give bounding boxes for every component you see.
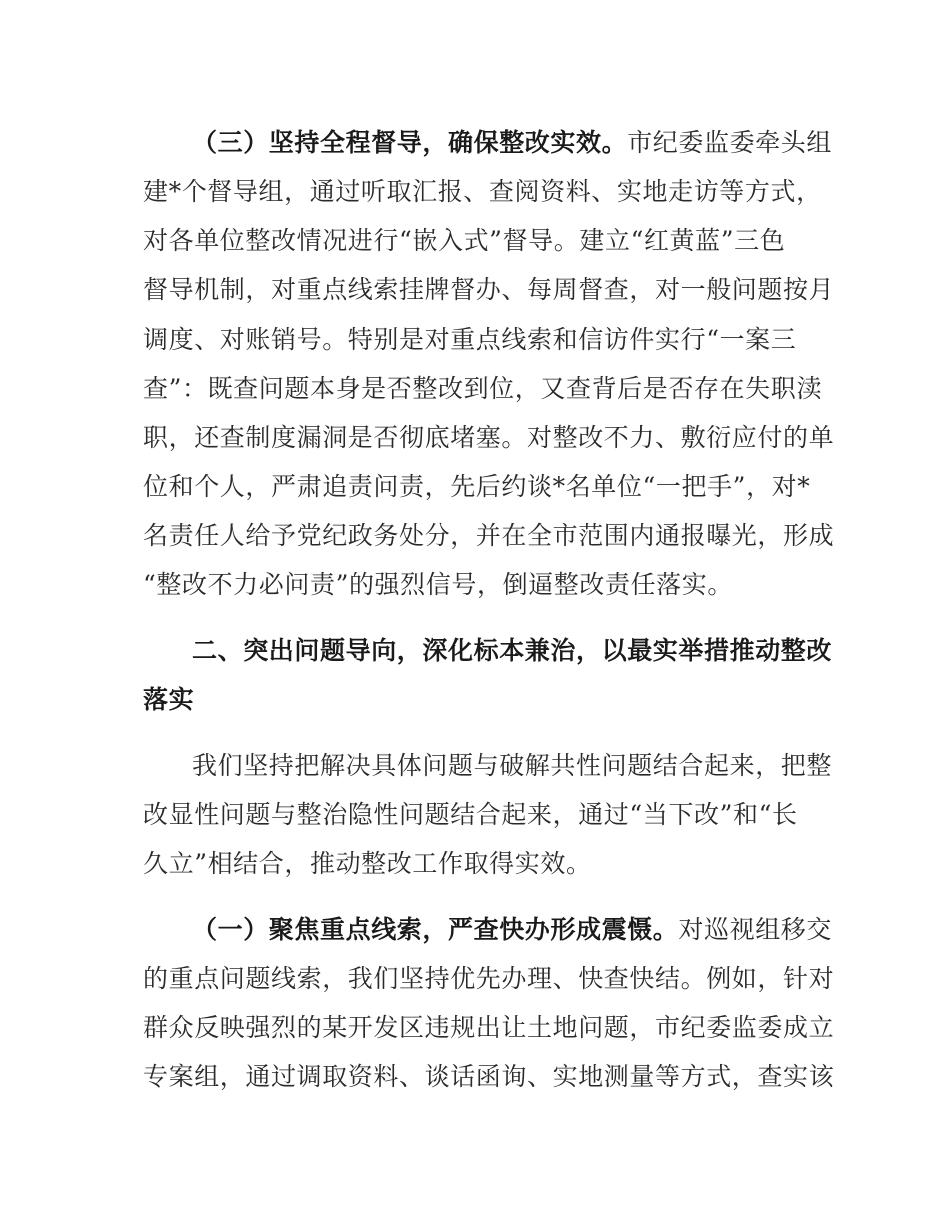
body-line: 建*个督导组，通过听取汇报、查阅资料、实地走访等方式， xyxy=(143,177,822,206)
body-line: 位和个人，严肃追责问责，先后约谈*名单位“一把手”，对* xyxy=(143,472,811,501)
section-3-first-line xyxy=(192,126,832,160)
body-line: 职，还查制度漏洞是否彻底堵塞。对整改不力、敷衍应付的单 xyxy=(143,423,835,452)
body-line: 调度、对账销号。特别是对重点线索和信访件实行“一案三 xyxy=(143,325,797,354)
body-line: 群众反映强烈的某开发区违规出让土地问题，市纪委监委成立 xyxy=(143,1013,835,1042)
intro-line: 久立”相结合，推动整改工作取得实效。 xyxy=(143,849,592,878)
section-1-line-1-rest: 对巡视组移交 xyxy=(678,915,833,944)
section-3-heading: （三）坚持全程督导，确保整改实效。 xyxy=(192,128,628,157)
body-line: 的重点问题线索，我们坚持优先办理、快查快结。例如，针对 xyxy=(143,964,835,993)
section-3-line-1-rest: 市纪委监委牵头组 xyxy=(627,128,833,157)
body-line: 专案组，通过调取资料、谈话函询、实地测量等方式，查实该 xyxy=(143,1062,835,1091)
body-line: 名责任人给予党纪政务处分，并在全市范围内通报曝光，形成 xyxy=(143,521,835,550)
body-line: 查”：既查问题本身是否整改到位，又查背后是否存在失职渎 xyxy=(143,374,822,403)
body-line: “整改不力必问责”的强烈信号，倒逼整改责任落实。 xyxy=(143,570,733,599)
part-2-title-line-1: 二、突出问题导向，深化标本兼治，以最实举措推动整改 xyxy=(192,636,833,665)
intro-line: 我们坚持把解决具体问题与破解共性问题结合起来，把整 xyxy=(192,751,833,780)
body-line: 对各单位整改情况进行“嵌入式”督导。建立“红黄蓝”三色 xyxy=(143,226,786,255)
intro-line: 改显性问题与整治隐性问题结合起来，通过“当下改”和“长 xyxy=(143,800,798,829)
section-1-heading: （一）聚焦重点线索，严查快办形成震慑。 xyxy=(192,915,679,944)
body-line: 督导机制，对重点线索挂牌督办、每周督查，对一般问题按月 xyxy=(143,275,835,304)
part-2-title-line-2: 落实 xyxy=(143,685,195,714)
section-1-first-line xyxy=(192,913,832,947)
